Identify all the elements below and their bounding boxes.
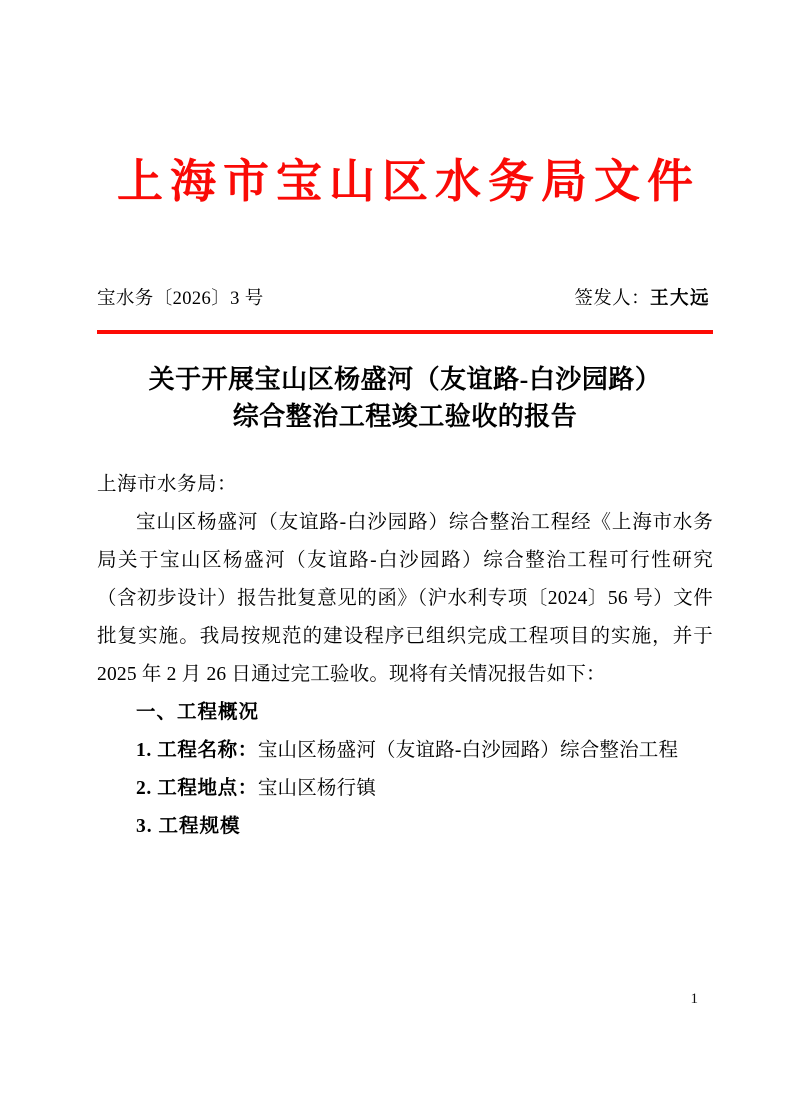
section-heading-1: 一、工程概况 bbox=[136, 701, 260, 723]
list-item-1-label: 1. 工程名称： bbox=[136, 739, 258, 761]
page-number: 1 bbox=[690, 991, 698, 1007]
list-item-3: 3. 工程规模 bbox=[136, 815, 241, 837]
document-masthead: 上海市宝山区水务局文件 bbox=[117, 156, 700, 207]
signer-name: 王大远 bbox=[649, 289, 710, 310]
signer-block bbox=[574, 286, 710, 314]
document-number: 宝水务〔2026〕3 号 bbox=[97, 289, 264, 310]
document-content bbox=[97, 0, 713, 846]
document-title bbox=[97, 362, 713, 436]
list-item-2-label: 2. 工程地点： bbox=[136, 777, 258, 799]
document-title-line-1: 关于开展宝山区杨盛河（友谊路-白沙园路） bbox=[148, 365, 662, 395]
list-item-2-value: 宝山区杨行镇 bbox=[257, 777, 377, 799]
document-body bbox=[97, 466, 713, 846]
red-divider-rule bbox=[97, 330, 713, 334]
body-paragraph-1: 宝山区杨盛河（友谊路-白沙园路）综合整治工程经《上海市水务局关于宝山区杨盛河（友谊路-白沙园路）综合整治工程可行性研究（含初步设计）报告批复意见的函》（沪水利专项〔2024〕56 号）文件批复实施。我局按规范的建设程序已组织完成工程项目的实施，并于 2025 年 2 月 26 日通过完工验收。现将有关情况报告如下： bbox=[97, 511, 713, 685]
document-title-line-2: 综合整治工程竣工验收的报告 bbox=[232, 401, 578, 431]
addressee-line: 上海市水务局： bbox=[97, 473, 238, 495]
signer-label: 签发人： bbox=[574, 289, 650, 310]
list-item-1-value: 宝山区杨盛河（友谊路-白沙园路）综合整治工程 bbox=[257, 739, 679, 761]
document-number-row bbox=[97, 286, 713, 314]
list-item-2 bbox=[97, 770, 713, 808]
list-item-1 bbox=[97, 732, 713, 770]
